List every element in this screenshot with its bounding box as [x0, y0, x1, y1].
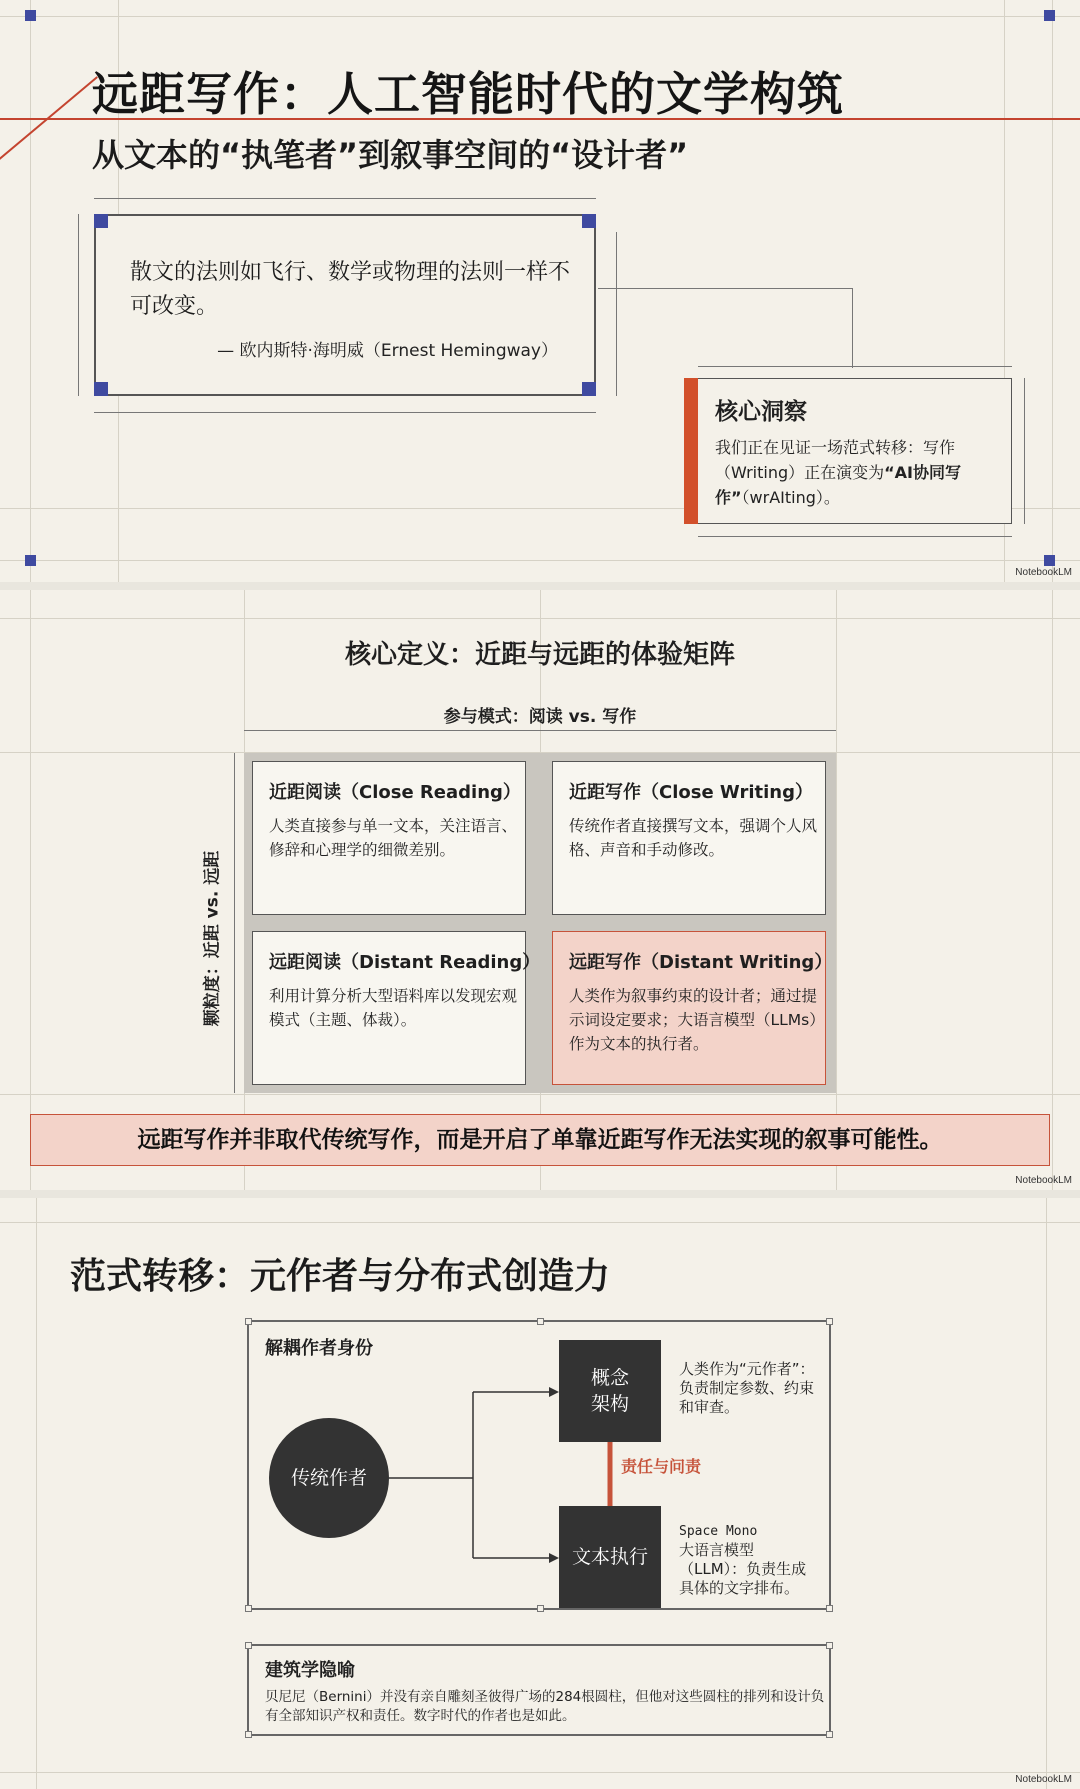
llm-note: [679, 1522, 819, 1598]
diagram-heading: 解耦作者身份: [265, 1338, 373, 1359]
corner-marker: [1044, 555, 1055, 566]
corner-marker: [25, 10, 36, 21]
authorship-diagram: [247, 1320, 831, 1610]
quote-card: [94, 214, 596, 396]
insight-accent-bar: [684, 378, 698, 524]
cell-title: 近距阅读（Close Reading）: [269, 782, 521, 803]
matrix-cell-close-reading: [252, 761, 526, 915]
connector-line: [852, 288, 853, 368]
corner-marker: [25, 555, 36, 566]
responsibility-label: 责任与问责: [621, 1457, 702, 1476]
slide-title: 核心定义：近距与远距的体验矩阵: [344, 640, 735, 670]
grid-line: [1052, 590, 1053, 1190]
brand-logo: NotebookLM: [1015, 1774, 1072, 1785]
selection-handle: [826, 1731, 833, 1738]
matrix-cell-distant-writing: [552, 931, 833, 1085]
slide-intro: [0, 0, 1080, 582]
slide-title: 范式转移：元作者与分布式创造力: [70, 1255, 611, 1297]
text-execution-node: 文本执行: [559, 1506, 661, 1608]
grid-line: [0, 16, 1080, 17]
dimension-line: [78, 214, 79, 396]
cell-body: 利用计算分析大型语料库以发现宏观模式（主题、体裁）。: [269, 987, 518, 1029]
concept-architecture-node: [559, 1340, 661, 1442]
matrix-cell-distant-reading: [252, 931, 541, 1085]
axis-line: [244, 730, 836, 731]
cell-title: 远距写作（Distant Writing）: [569, 952, 833, 973]
axis-line: [234, 753, 235, 1093]
brand-logo: NotebookLM: [1015, 567, 1072, 578]
corner-marker: [94, 382, 108, 396]
brand-logo: NotebookLM: [1015, 1175, 1072, 1186]
corner-marker: [1044, 10, 1055, 21]
node-label: 概念架构: [590, 1367, 629, 1415]
cell-body: 人类作为叙事约束的设计者；通过提示词设定要求；大语言模型（LLMs）作为文本的执行者。: [569, 987, 818, 1053]
quote-text: 散文的法则如飞行、数学或物理的法则一样不可改变。: [130, 260, 571, 319]
grid-line: [0, 560, 1080, 561]
insight-title: 核心洞察: [715, 399, 807, 425]
meta-author-note: 人类作为“元作者”：负责制定参数、约束和审查。: [679, 1360, 815, 1416]
selection-handle: [245, 1731, 252, 1738]
metaphor-body: 贝尼尼（Bernini）并没有亲自雕刻圣彼得广场的284根圆柱，但他对这些圆柱的排列和设计负有全部知识产权和责任。数字时代的作者也是如此。: [265, 1689, 825, 1724]
corner-marker: [582, 382, 596, 396]
dimension-line: [698, 536, 1012, 537]
font-name-label: Space Mono: [679, 1524, 758, 1539]
grid-line: [0, 1222, 1080, 1223]
dimension-line: [1024, 378, 1025, 524]
accent-diagonal: [0, 76, 98, 168]
corner-marker: [94, 214, 108, 228]
experience-matrix: [244, 753, 836, 1093]
dimension-line: [698, 366, 1012, 367]
grid-line: [36, 1198, 37, 1789]
traditional-author-node: 传统作者: [269, 1418, 389, 1538]
page-subtitle: 从文本的“执笔者”到叙事空间的“设计者”: [92, 136, 689, 174]
insight-body-part: 我们正在见证一场范式转移：写作（Writing）正在演变为: [715, 438, 956, 482]
x-axis-label: 参与模式：阅读 vs. 写作: [443, 707, 637, 727]
cell-body: 传统作者直接撰写文本，强调个人风格、声音和手动修改。: [569, 817, 818, 859]
cell-title: 远距阅读（Distant Reading）: [269, 952, 541, 973]
corner-marker: [582, 214, 596, 228]
llm-note-text: 大语言模型（LLM）：负责生成具体的文字排布。: [679, 1541, 807, 1597]
metaphor-title: 建筑学隐喻: [265, 1660, 355, 1681]
cell-body: 人类直接参与单一文本，关注语言、修辞和心理学的细微差别。: [269, 817, 518, 859]
insight-body-part: （wrAIting）。: [741, 488, 840, 507]
grid-line: [1046, 1198, 1047, 1789]
dimension-line: [94, 198, 596, 199]
insight-card: [684, 378, 1012, 524]
selection-handle: [245, 1642, 252, 1649]
y-axis-label: 颗粒度：近距 vs. 远距: [202, 850, 223, 1027]
slide-paradigm-shift: [0, 1198, 1080, 1789]
grid-line: [836, 590, 837, 1190]
selection-handle: [826, 1642, 833, 1649]
grid-line: [30, 0, 31, 582]
grid-line: [0, 1772, 1080, 1773]
grid-line: [30, 590, 31, 1190]
insight-body: [715, 435, 1005, 510]
connector-line: [598, 288, 852, 289]
dimension-line: [616, 232, 617, 396]
cell-title: 近距写作（Close Writing）: [569, 782, 813, 803]
quote-author: — 欧内斯特·海明威（Ernest Hemingway）: [217, 341, 558, 361]
conclusion-banner: 远距写作并非取代传统写作，而是开启了单靠近距写作无法实现的叙事可能性。: [30, 1114, 1050, 1166]
architecture-metaphor-card: [247, 1644, 831, 1736]
dimension-line: [94, 412, 596, 413]
grid-line: [1052, 0, 1053, 582]
insight-emphasis: “AI协同写作”: [715, 463, 962, 507]
matrix-cell-close-writing: [552, 761, 826, 915]
page-title: 远距写作：人工智能时代的文学构筑: [92, 67, 844, 121]
slide-definition-matrix: [0, 590, 1080, 1190]
